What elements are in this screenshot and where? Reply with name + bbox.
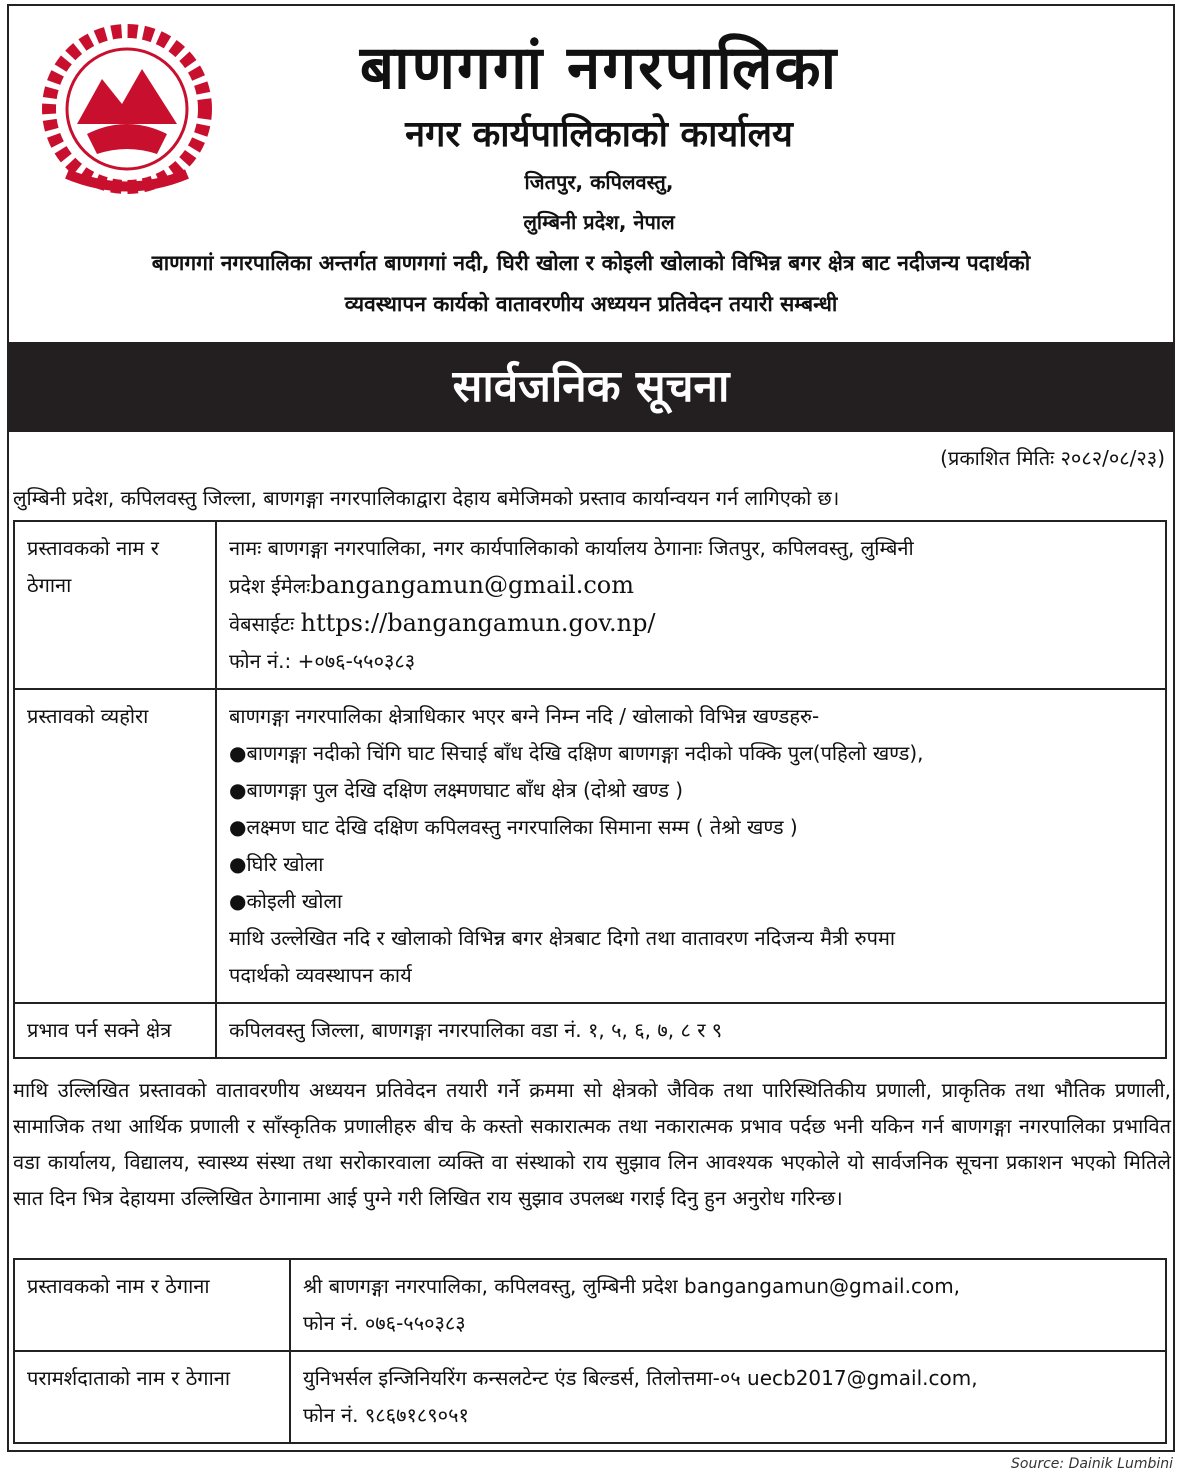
table-row [14,1003,1166,1058]
subject-line-2: व्यवस्थापन कार्यको वातावरणीय अध्ययन प्रतिवेदन तयारी सम्बन्धी [344,292,838,316]
email-line [229,567,1153,605]
nepal-emblem-logo [27,24,227,204]
list-item: पदार्थको व्यवस्थापन कार्य [229,963,412,987]
municipality-title: बाणगगां नगरपालिका [359,33,839,103]
published-date: (प्रकाशित मितिः २०८२/०८/२३) [940,446,1165,470]
row-value [216,521,1166,689]
row-label: परामर्शदाताको नाम र ठेगाना [14,1351,290,1443]
consultant-phone: फोन नं. ९८६७१८९०५१ [303,1403,469,1427]
source-credit: Source: Dainik Lumbini [1011,1456,1173,1472]
list-item: ●लक्ष्मण घाट देखि दक्षिण कपिलवस्तु नगरपालिका सिमाना सम्म ( तेश्रो खण्ड ) [229,815,798,839]
notice-header [9,6,1173,342]
email-link[interactable]: bangangamun@gmail.com [310,571,635,599]
email-label: प्रदेश ईमेलः [229,574,311,598]
list-item: ●बाणगङ्गा नदीको चिंगि घाट सिचाई बाँध देखि दक्षिण बाणगङ्गा नदीको पक्कि पुल(पहिलो खण्ड), [229,741,924,765]
list-item: बाणगङ्गा नगरपालिका क्षेत्राधिकार भएर बग्ने निम्न नदि / खोलाको विभिन्न खण्डहरु- [229,704,820,728]
office-subtitle: नगर कार्यपालिकाको कार्यालय [405,114,793,155]
address-line-1: जितपुर, कपिलवस्तु, [524,170,674,194]
table-row [14,1351,1166,1443]
website-line [229,605,1153,643]
table-row [14,1259,1166,1351]
row-value: कपिलवस्तु जिल्ला, बाणगङ्गा नगरपालिका वडा नं. १, ५, ६, ७, ८ र ९ [216,1003,1166,1058]
list-item: ●घिरि खोला [229,852,324,876]
subject-line-1: बाणगगां नगरपालिका अन्तर्गत बाणगगां नदी, घिरी खोला र कोइली खोलाको विभिन्न बगर क्षेत्र बाट नदीजन्य पदार्थको [151,251,1031,275]
table-row [14,521,1166,689]
notice-frame [7,4,1175,1452]
proposer-name-address: नामः बाणगङ्गा नगरपालिका, नगर कार्यपालिकाको कार्यालय ठेगानाः जितपुर, कपिलवस्तु, लुम्बिनी [229,536,914,560]
proposal-table [13,520,1167,1059]
row-label: प्रस्तावकको नाम र ठेगाना [14,1259,290,1351]
row-label: प्रस्तावको व्यहोरा [14,689,216,1003]
proposer-contact: श्री बाणगङ्गा नगरपालिका, कपिलवस्तु, लुम्बिनी प्रदेश bangangamun@gmail.com, [303,1274,961,1298]
proposer-phone: फोन नं. ०७६-५५०३८३ [303,1311,466,1335]
row-value [290,1259,1166,1351]
website-link[interactable]: https://bangangamun.gov.np/ [300,609,656,637]
row-label: प्रभाव पर्न सक्ने क्षेत्र [14,1003,216,1058]
row-label: प्रस्तावकको नाम र ठेगाना [14,521,216,689]
website-label: वेबसाईटः [229,612,301,636]
request-paragraph: माथि उल्लिखित प्रस्तावको वातावरणीय अध्ययन प्रतिवेदन तयारी गर्ने क्रममा सो क्षेत्रको जैविक तथा पारिस्थितिकीय प्रणाली, प्राकृतिक तथा भौतिक प्रणाली, सामाजिक तथा आर्थिक प्रणाली र साँस्कृतिक प्रणालीहरु बीच के कस्तो सकारात्मक तथा नकारात्मक प्रभाव पर्दछ भनी यकिन गर्न बाणगङ्गा नगरपालिका प्रभावित वडा कार्यालय, विद्यालय, स्वास्थ्य संस्था तथा सरोकारवाला व्यक्ति वा संस्थाको राय सुझाव लिन आवश्यक भएकोले यो सार्वजनिक सूचना प्रकाशन भएको मितिले सात दिन भित्र देहायमा उल्लिखित ठेगानामा आई पुग्ने गरी लिखित राय सुझाव उपलब्ध गराई दिनु हुन अनुरोध गरिन्छ। [13,1078,1171,1210]
table-row [14,689,1166,1003]
address-line-2: लुम्बिनी प्रदेश, नेपाल [523,210,675,234]
list-item: माथि उल्लेखित नदि र खोलाको विभिन्न बगर क्षेत्रबाट दिगो तथा वातावरण नदिजन्य मैत्री रुपमा [229,926,896,950]
contact-table [13,1258,1167,1444]
notice-banner: सार्वजनिक सूचना [9,342,1173,432]
list-item: ●बाणगङ्गा पुल देखि दक्षिण लक्ष्मणघाट बाँध क्षेत्र (दोश्रो खण्ड ) [229,778,684,802]
phone-line: फोन नं.: +०७६-५५०३८३ [229,649,416,673]
consultant-contact: युनिभर्सल इन्जिनियरिंग कन्सलटेन्ट एंड बिल्डर्स, तिलोत्तमा-०५ uecb2017@gmail.com, [303,1366,978,1390]
row-value [290,1351,1166,1443]
list-item: ●कोइली खोला [229,889,343,913]
row-value [216,689,1166,1003]
intro-text: लुम्बिनी प्रदेश, कपिलवस्तु जिल्ला, बाणगङ्गा नगरपालिकाद्वारा देहाय बमेजिमको प्रस्ताव कार्यान्वयन गर्न लागिएको छ। [13,486,840,510]
